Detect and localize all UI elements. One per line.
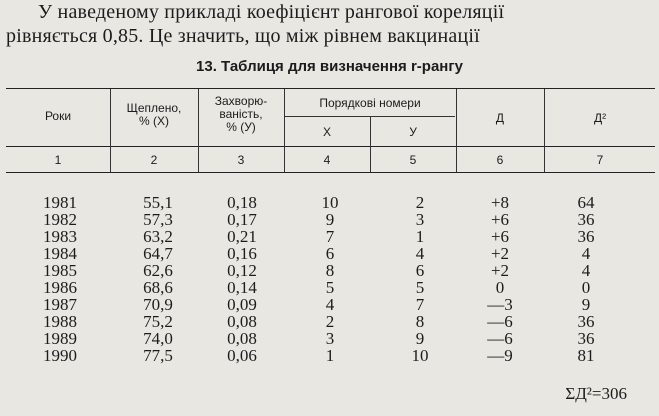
intro-line-2: рівняється 0,85. Це значить, що між рівнем вакцинації [6, 25, 480, 47]
table-row [0, 347, 659, 364]
cell-d-squared: 4 [581, 261, 591, 280]
cell-vaccinated: 55,1 [143, 193, 173, 212]
cell-rank-y: 8 [415, 312, 425, 331]
cell-incidence: 0,08 [227, 312, 257, 331]
table-row [0, 279, 659, 296]
cell-vaccinated: 75,2 [143, 312, 173, 331]
sum-d-squared: ΣД²=306 [565, 384, 627, 403]
cell-rank-x: 10 [321, 193, 339, 212]
column-number: 6 [496, 153, 504, 167]
cell-d: —9 [487, 346, 513, 365]
cell-vaccinated: 63,2 [143, 227, 173, 246]
cell-year: 1984 [43, 244, 77, 263]
cell-d-squared: 64 [577, 193, 595, 212]
cell-vaccinated: 70,9 [143, 295, 173, 314]
cell-rank-x: 5 [325, 278, 335, 297]
header-incidence-line1: Захворю- [214, 94, 268, 108]
header-vaccinated [110, 102, 198, 128]
cell-incidence: 0,09 [227, 295, 257, 314]
cell-d-squared: 36 [577, 210, 595, 229]
cell-year: 1982 [43, 210, 77, 229]
cell-rank-y: 10 [411, 346, 429, 365]
cell-year: 1987 [43, 295, 77, 314]
cell-d: +2 [490, 244, 510, 263]
header-vaccinated-line2: % (X) [139, 114, 169, 128]
cell-rank-y: 6 [415, 261, 425, 280]
cell-year: 1983 [43, 227, 77, 246]
cell-incidence: 0,14 [227, 278, 257, 297]
cell-d: —6 [487, 312, 513, 331]
cell-d: —6 [487, 329, 513, 348]
cell-rank-x: 2 [325, 312, 335, 331]
cell-rank-x: 1 [325, 346, 335, 365]
cell-d-squared: 9 [581, 295, 591, 314]
cell-incidence: 0,06 [227, 346, 257, 365]
table-top-rule [6, 88, 655, 89]
column-numbers-rule [6, 172, 655, 173]
table-row [0, 262, 659, 279]
cell-d-squared: 4 [581, 244, 591, 263]
cell-year: 1986 [43, 278, 77, 297]
cell-rank-x: 7 [325, 227, 335, 246]
cell-year: 1988 [43, 312, 77, 331]
cell-d: +8 [490, 193, 510, 212]
header-incidence-line3: % (У) [226, 120, 256, 134]
cell-rank-x: 6 [325, 244, 335, 263]
header-ranks: Порядкові номери [319, 96, 421, 110]
cell-d-squared: 81 [577, 346, 595, 365]
cell-vaccinated: 77,5 [143, 346, 173, 365]
cell-vaccinated: 64,7 [143, 244, 173, 263]
table-caption: 13. Таблиця для визначення r-рангу [196, 58, 463, 75]
column-number: 1 [54, 153, 62, 167]
header-d: Д [495, 111, 505, 125]
cell-year: 1985 [43, 261, 77, 280]
cell-rank-y: 7 [415, 295, 425, 314]
cell-incidence: 0,18 [227, 193, 257, 212]
cell-vaccinated: 57,3 [143, 210, 173, 229]
cell-d: +2 [490, 261, 510, 280]
cell-incidence: 0,16 [227, 244, 257, 263]
cell-rank-y: 5 [415, 278, 425, 297]
cell-rank-y: 1 [415, 227, 425, 246]
cell-d: 0 [495, 278, 505, 297]
header-rank-y: У [409, 125, 417, 139]
header-bottom-rule [6, 146, 655, 147]
table-row [0, 313, 659, 330]
cell-d: —3 [487, 295, 513, 314]
cell-rank-y: 2 [415, 193, 425, 212]
column-number: 2 [150, 153, 158, 167]
cell-year: 1981 [43, 193, 77, 212]
cell-incidence: 0,08 [227, 329, 257, 348]
cell-d-squared: 36 [577, 312, 595, 331]
cell-rank-x: 3 [325, 329, 335, 348]
intro-line-1: У наведеному прикладі коефіцієнт рангової кореляції [38, 1, 505, 23]
table-row [0, 228, 659, 245]
cell-rank-y: 4 [415, 244, 425, 263]
cell-d: +6 [490, 227, 510, 246]
cell-d: +6 [490, 210, 510, 229]
cell-rank-y: 3 [415, 210, 425, 229]
table-row [0, 330, 659, 347]
table-row [0, 296, 659, 313]
cell-d-squared: 36 [577, 227, 595, 246]
column-number: 5 [409, 153, 417, 167]
cell-incidence: 0,12 [227, 261, 257, 280]
cell-incidence: 0,17 [227, 210, 257, 229]
cell-rank-x: 9 [325, 210, 335, 229]
header-d-squared: Д² [593, 111, 607, 125]
cell-vaccinated: 74,0 [143, 329, 173, 348]
cell-d-squared: 0 [581, 278, 591, 297]
cell-d-squared: 36 [577, 329, 595, 348]
header-incidence [198, 95, 284, 134]
cell-rank-y: 9 [415, 329, 425, 348]
column-number: 4 [323, 153, 331, 167]
column-number: 3 [237, 153, 245, 167]
header-vaccinated-line1: Щеплено, [126, 101, 182, 115]
header-years: Роки [44, 109, 72, 123]
table-row [0, 211, 659, 228]
cell-vaccinated: 62,6 [143, 261, 173, 280]
header-rank-x: X [322, 125, 331, 139]
cell-vaccinated: 68,6 [143, 278, 173, 297]
cell-rank-x: 8 [325, 261, 335, 280]
header-incidence-line2: ваність, [219, 107, 263, 121]
cell-rank-x: 4 [325, 295, 335, 314]
intro-paragraph [6, 0, 656, 48]
column-number: 7 [596, 153, 604, 167]
table-row [0, 245, 659, 262]
cell-incidence: 0,21 [227, 227, 257, 246]
cell-year: 1989 [43, 329, 77, 348]
cell-year: 1990 [43, 346, 77, 365]
table-row [0, 194, 659, 211]
